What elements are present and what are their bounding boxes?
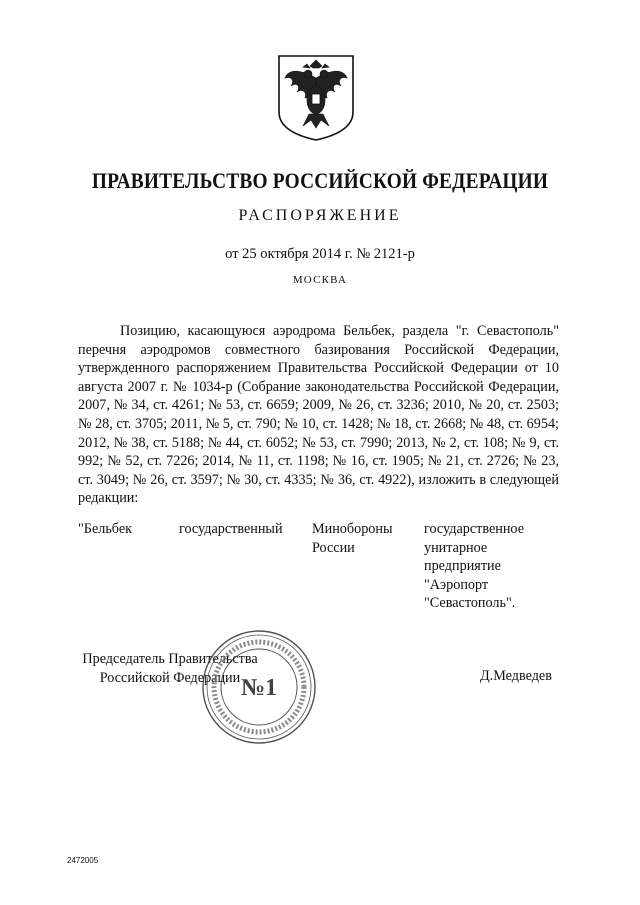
operator-cell: государственное унитарное предприятие "Аэропорт "Севастополь". (424, 521, 524, 612)
ministry-cell: Минобороны России (312, 521, 393, 556)
stamp-number: №1 (240, 675, 278, 701)
ownership-type-cell: государственный (179, 521, 283, 537)
russian-coat-of-arms-icon (273, 52, 359, 142)
document-date-number: от 25 октября 2014 г. № 2121-р (225, 246, 415, 262)
official-seal-icon (200, 628, 318, 746)
page-title: ПРАВИТЕЛЬСТВО РОССИЙСКОЙ ФЕДЕРАЦИИ (91, 168, 549, 193)
table-row (78, 520, 578, 612)
signatory-name: Д.Медведев (480, 668, 552, 684)
document-type: РАСПОРЯЖЕНИЕ (238, 207, 402, 224)
body-paragraph: Позицию, касающуюся аэродрома Бельбек, раздела "г. Севастополь" перечня аэродромов совместного базирования Российской Федерации, утвержденного распоряжением Правительства Российской Федерации от 10 августа 2007 г. № 1034-р (Собрание законодательства Российской Федерации, 2007, № 34, ст. 4261; № 53, ст. 6659; 2009, № 26, ст. 3236; 2010, № 20, ст. 2503; № 28, ст. 3705; 2011, № 5, ст. 790; № 10, ст. 1428; № 18, ст. 2668; № 48, ст. 6954; 2012, № 38, ст. 5188; № 44, ст. 6052; № 53, ст. 7990; 2013, № 2, ст. 108; № 9, ст. 992; № 52, ст. 7226; 2014, № 11, ст. 1198; № 16, ст. 1905; № 21, ст. 2726; № 23, ст. 3049; № 26, ст. 3597; № 30, ст. 4335; № 36, ст. 4922), изложить в следующей редакции: (78, 323, 559, 507)
signatory-position-line1: Председатель Правительства (82, 651, 258, 667)
aerodrome-name-cell: "Бельбек (78, 521, 133, 537)
signatory-position-line2: Российской Федерации (99, 670, 241, 686)
document-city: МОСКВА (292, 274, 348, 286)
document-serial: 2472005 (67, 856, 99, 865)
